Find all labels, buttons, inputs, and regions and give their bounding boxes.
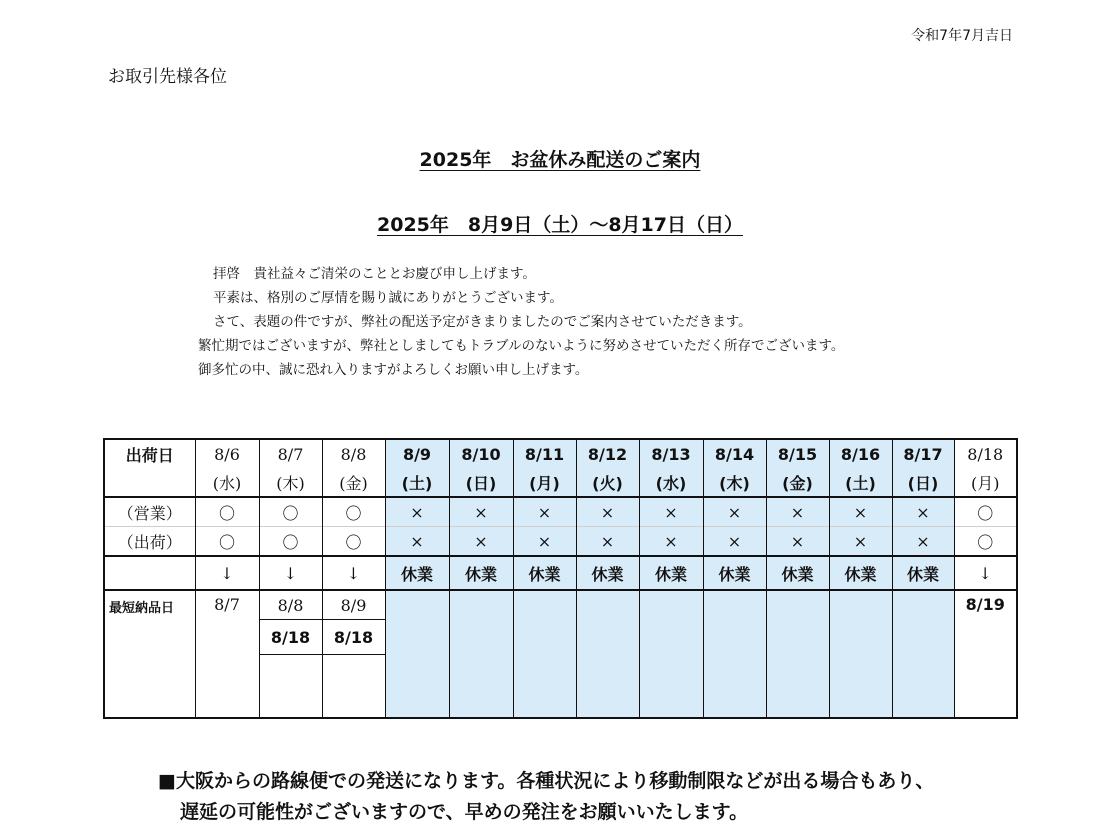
letter-body <box>198 262 844 382</box>
cell-business-status: × <box>703 497 766 527</box>
holiday-period: 2025年 8月9日（土）～8月17日（日） <box>377 214 743 236</box>
cell-date: 8/8 <box>322 439 385 468</box>
cell-shipping-status: × <box>892 527 954 557</box>
letter-line: さて、表題の件ですが、弊社の配送予定がきまりましたのでご案内させていただきます。 <box>213 314 752 330</box>
row-shipping <box>104 527 1017 557</box>
cell-date: 8/16 <box>829 439 892 468</box>
letter-line: 平素は、格別のご厚情を賜り誠にありがとうございます。 <box>213 290 563 306</box>
cell-delivery-empty <box>513 590 576 718</box>
recipient-line: お取引先様各位 <box>108 67 227 87</box>
letter-line: 拝啓 貴社益々ご清栄のこととお慶び申し上げます。 <box>213 266 536 282</box>
cell-date: 8/9 <box>385 439 449 468</box>
cell-delivery-date: 8/9 <box>322 590 385 620</box>
cell-shipping-status: 〇 <box>259 527 322 557</box>
cell-closed: 休業 <box>639 556 703 590</box>
cell-closed: 休業 <box>513 556 576 590</box>
cell-delivery-empty <box>449 590 513 718</box>
cell-date: 8/6 <box>195 439 259 468</box>
cell-business-status: 〇 <box>322 497 385 527</box>
cell-date: 8/11 <box>513 439 576 468</box>
cell-delivery-date-2: 8/18 <box>259 620 322 655</box>
cell-arrow: ↓ <box>259 556 322 590</box>
cell-date: 8/14 <box>703 439 766 468</box>
label-delivery: 最短納品日 <box>104 590 195 718</box>
cell-shipping-status: × <box>385 527 449 557</box>
note-line: 遅延の可能性がございますので、早めの発注をお願いいたします。 <box>180 801 749 823</box>
cell-closed: 休業 <box>449 556 513 590</box>
cell-delivery-empty <box>385 590 449 718</box>
cell-delivery-blank <box>259 655 322 719</box>
cell-business-status: × <box>513 497 576 527</box>
label-business: （営業） <box>104 497 195 527</box>
cell-dow: (木) <box>259 468 322 497</box>
cell-dow: (土) <box>829 468 892 497</box>
cell-delivery-empty <box>766 590 829 718</box>
cell-dow: (土) <box>385 468 449 497</box>
cell-closed: 休業 <box>892 556 954 590</box>
document-title: 2025年 お盆休み配送のご案内 <box>419 149 701 171</box>
cell-shipping-status: × <box>576 527 639 557</box>
cell-business-status: 〇 <box>195 497 259 527</box>
cell-closed: 休業 <box>829 556 892 590</box>
cell-business-status: × <box>829 497 892 527</box>
cell-date: 8/17 <box>892 439 954 468</box>
cell-business-status: × <box>385 497 449 527</box>
cell-dow: (水) <box>639 468 703 497</box>
cell-business-status: 〇 <box>259 497 322 527</box>
cell-business-status: × <box>576 497 639 527</box>
cell-business-status: × <box>639 497 703 527</box>
cell-delivery-date-2: 8/18 <box>322 620 385 655</box>
cell-business-status: × <box>892 497 954 527</box>
cell-shipping-status: 〇 <box>954 527 1017 557</box>
cell-business-status: × <box>449 497 513 527</box>
cell-arrow: ↓ <box>195 556 259 590</box>
cell-delivery-empty <box>576 590 639 718</box>
cell-dow: (水) <box>195 468 259 497</box>
cell-shipping-status: × <box>766 527 829 557</box>
cell-delivery-empty <box>639 590 703 718</box>
cell-dow: (月) <box>513 468 576 497</box>
row-delivery <box>104 590 1017 620</box>
cell-delivery-date: 8/19 <box>954 590 1017 718</box>
note-line: ■大阪からの路線便での発送になります。各種状況により移動制限などが出る場合もあり、 <box>158 770 935 792</box>
cell-delivery-empty <box>892 590 954 718</box>
cell-dow: (月) <box>954 468 1017 497</box>
cell-date: 8/18 <box>954 439 1017 468</box>
shipping-note <box>158 766 934 828</box>
cell-shipping-status: 〇 <box>322 527 385 557</box>
cell-shipping-status: × <box>449 527 513 557</box>
cell-business-status: × <box>766 497 829 527</box>
label-shipping-date: 出荷日 <box>104 439 195 468</box>
cell-closed: 休業 <box>385 556 449 590</box>
cell-delivery-empty <box>703 590 766 718</box>
row-dates <box>104 439 1017 468</box>
label-empty <box>104 468 195 497</box>
cell-shipping-status: × <box>639 527 703 557</box>
cell-closed: 休業 <box>766 556 829 590</box>
cell-date: 8/13 <box>639 439 703 468</box>
row-business <box>104 497 1017 527</box>
cell-date: 8/10 <box>449 439 513 468</box>
cell-delivery-date: 8/7 <box>195 590 259 718</box>
cell-dow: (金) <box>322 468 385 497</box>
cell-shipping-status: × <box>829 527 892 557</box>
cell-dow: (火) <box>576 468 639 497</box>
cell-arrow: ↓ <box>322 556 385 590</box>
cell-delivery-empty <box>829 590 892 718</box>
cell-dow: (日) <box>449 468 513 497</box>
cell-delivery-date: 8/8 <box>259 590 322 620</box>
issue-date: 令和7年7月吉日 <box>911 28 1013 44</box>
cell-delivery-blank <box>322 655 385 719</box>
letter-line: 御多忙の中、誠に恐れ入りますがよろしくお願い申し上げます。 <box>198 362 589 378</box>
shipping-schedule-table <box>103 438 1018 719</box>
cell-closed: 休業 <box>703 556 766 590</box>
cell-dow: (日) <box>892 468 954 497</box>
cell-shipping-status: × <box>703 527 766 557</box>
cell-shipping-status: × <box>513 527 576 557</box>
cell-date: 8/15 <box>766 439 829 468</box>
cell-dow: (金) <box>766 468 829 497</box>
cell-business-status: 〇 <box>954 497 1017 527</box>
cell-arrow: ↓ <box>954 556 1017 590</box>
label-empty <box>104 556 195 590</box>
cell-dow: (木) <box>703 468 766 497</box>
letter-line: 繁忙期ではございますが、弊社としましてもトラブルのないように努めさせていただく所存でございます。 <box>198 338 845 354</box>
cell-date: 8/7 <box>259 439 322 468</box>
label-shipping: （出荷） <box>104 527 195 557</box>
cell-date: 8/12 <box>576 439 639 468</box>
cell-closed: 休業 <box>576 556 639 590</box>
row-dow <box>104 468 1017 497</box>
cell-shipping-status: 〇 <box>195 527 259 557</box>
row-arrow <box>104 556 1017 590</box>
